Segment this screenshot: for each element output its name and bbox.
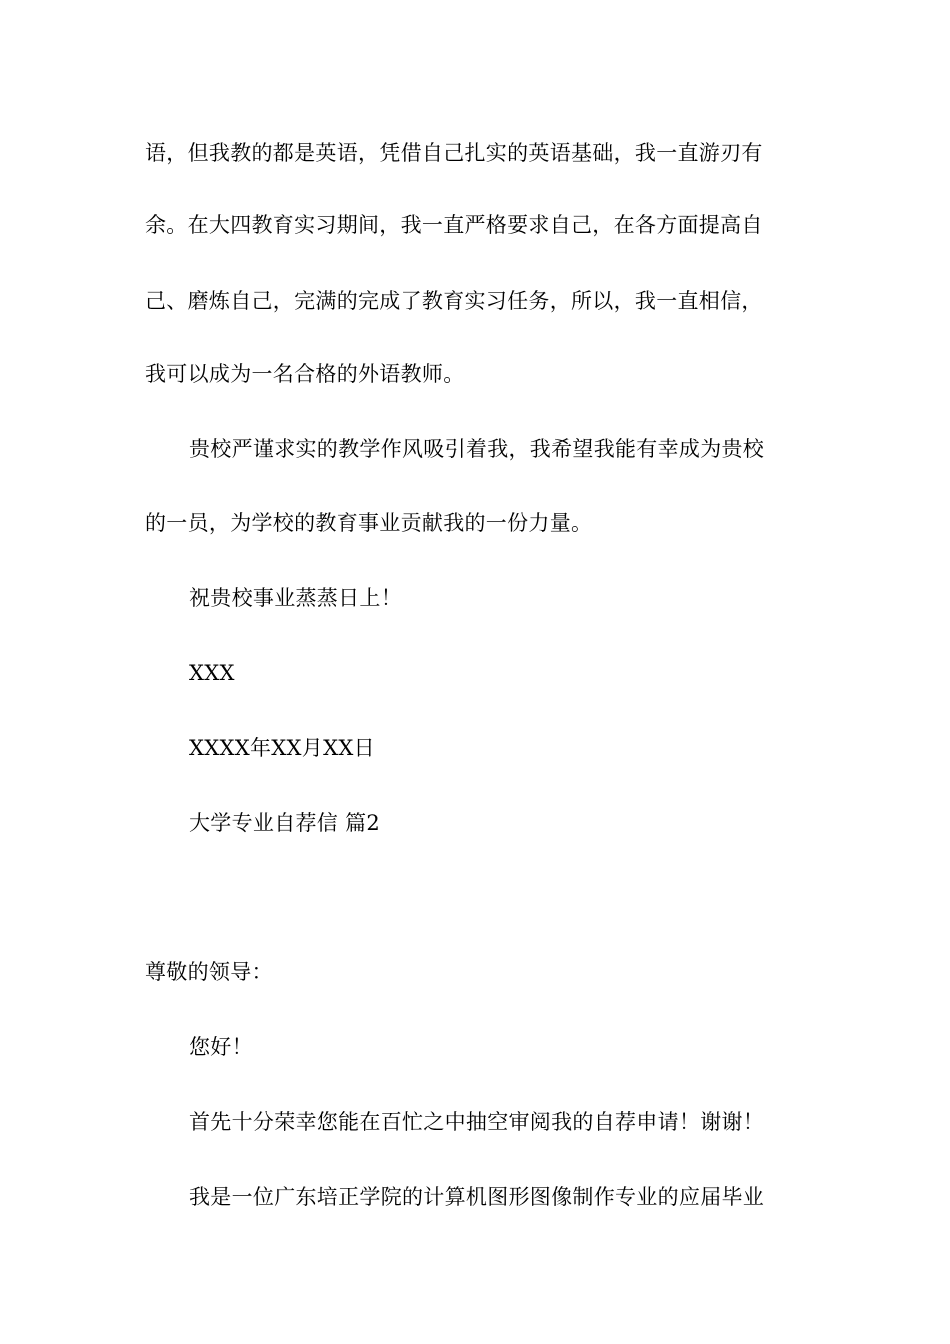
closing-wish: 祝贵校事业蒸蒸日上！ (189, 586, 402, 610)
paragraph-line: 我是一位广东培正学院的计算机图形图像制作专业的应届毕业 (189, 1185, 765, 1209)
paragraph-line: 我可以成为一名合格的外语教师。 (145, 362, 465, 386)
paragraph-line: 余。在大四教育实习期间，我一直严格要求自己，在各方面提高自 (145, 213, 763, 237)
section-heading: 大学专业自荐信 篇2 (189, 811, 381, 835)
paragraph-line: 己、磨炼自己，完满的完成了教育实习任务，所以，我一直相信， (145, 289, 763, 313)
paragraph-line: 首先十分荣幸您能在百忙之中抽空审阅我的自荐申请！谢谢！ (189, 1110, 765, 1134)
paragraph-line: 的一员，为学校的教育事业贡献我的一份力量。 (145, 511, 593, 535)
signature-date: XXXX年XX月XX日 (189, 736, 375, 760)
signature-name: XXX (189, 661, 235, 685)
greeting: 您好！ (189, 1035, 253, 1059)
salutation: 尊敬的领导： (145, 960, 273, 984)
paragraph-line: 贵校严谨求实的教学作风吸引着我，我希望我能有幸成为贵校 (189, 437, 765, 461)
paragraph-line: 语，但我教的都是英语，凭借自己扎实的英语基础，我一直游刃有 (145, 141, 763, 165)
